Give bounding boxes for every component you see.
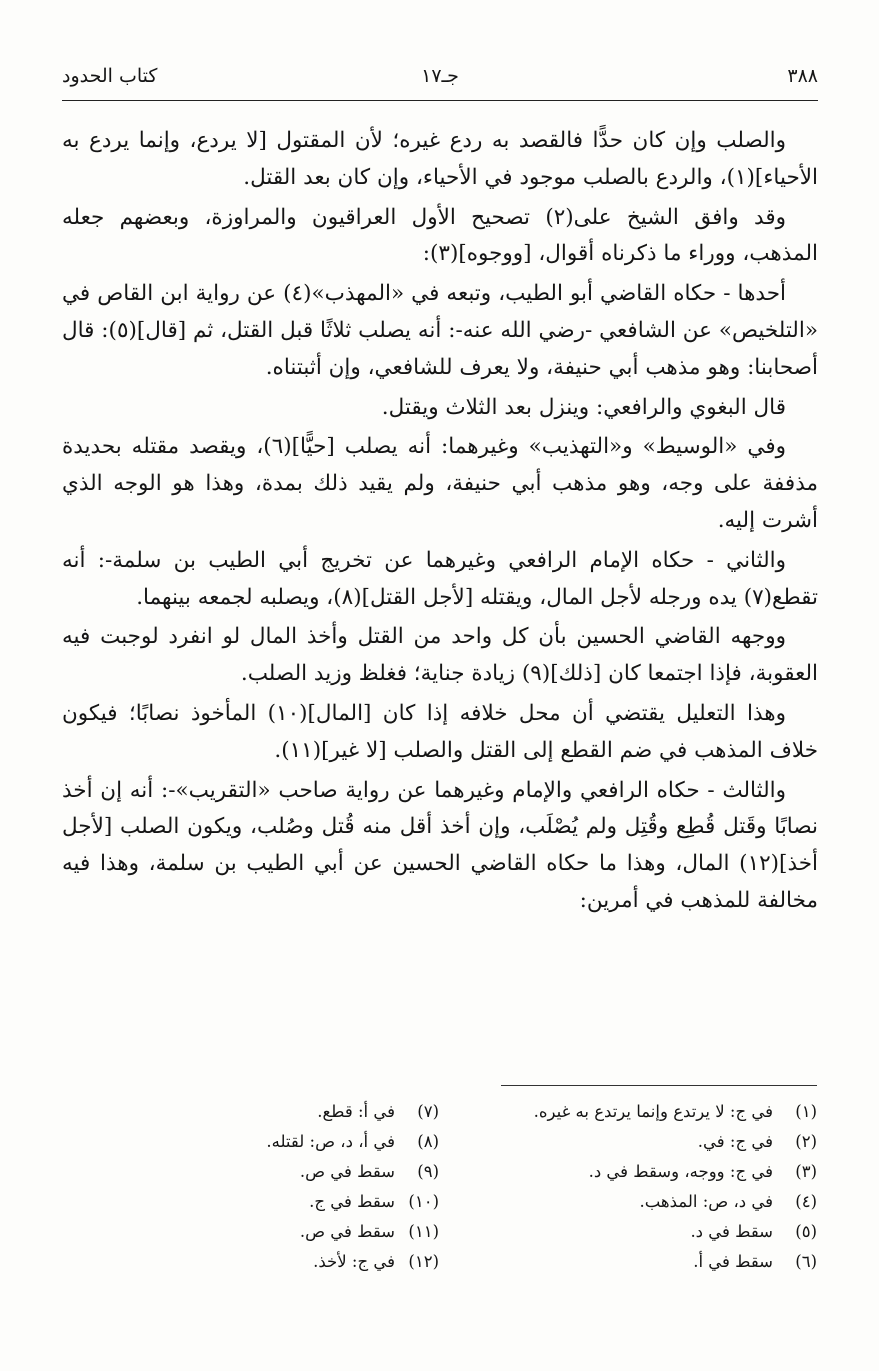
paragraph: وقد وافق الشيخ على(٢) تصحيح الأول العراقيون والمراوزة، وبعضهم جعله المذهب، ووراء ما ذكرناه أقوال، [ووجوه](٣): [62, 204, 818, 267]
paragraph: وفي «الوسيط» و«التهذيب» وغيرهما: أنه يصلب [حيًّا](٦)، ويقصد مقتله بحديدة مذففة على وجه، وهو مذهب أبي حنيفة، ولم يقيد ذلك بمدة، وهذا هو الوجه الذي أشرت إليه. [62, 434, 818, 533]
footnote [477, 1247, 817, 1277]
footnote-number: (٤) [795, 1192, 817, 1211]
footnote [99, 1187, 439, 1217]
paragraph: قال البغوي والرافعي: وينزل بعد الثلاث ويقتل. [381, 394, 786, 420]
footnote-text: سقط في د. [690, 1222, 773, 1241]
footnote-number: (٨) [417, 1132, 439, 1151]
paragraph: أحدها - حكاه القاضي أبو الطيب، وتبعه في «المهذب»(٤) عن رواية ابن القاص في «التلخيص» عن الشافعي -رضي الله عنه-: أنه يصلب ثلاثًا قبل القتل، ثم [قال](٥): قال أصحابنا: وهو مذهب أبي حنيفة، ولا يعرف للشافعي، وإن أثبتناه. [62, 281, 818, 380]
paragraph: وهذا التعليل يقتضي أن محل خلافه إذا كان [المال](١٠) المأخوذ نصابًا؛ فيكون خلاف المذهب في ضم القطع إلى القتل والصلب [لا غير](١١). [62, 700, 818, 763]
footnote [477, 1187, 817, 1217]
footnote [99, 1127, 439, 1157]
footnote-number: (٣) [795, 1162, 817, 1181]
footnote [99, 1217, 439, 1247]
footnote [99, 1247, 439, 1277]
footnote-text: في ج: ووجه، وسقط في د. [588, 1162, 773, 1181]
main-text [62, 123, 818, 923]
footnote-number: (٦) [795, 1252, 817, 1271]
volume-label: جـ١٧ [421, 65, 459, 87]
header-rule [62, 100, 818, 101]
footnote-number: (١) [795, 1102, 817, 1121]
paragraph: ووجهه القاضي الحسين بأن كل واحد من القتل وأخذ المال لو انفرد لوجبت فيه العقوبة، فإذا اجتمعا كان [ذلك](٩) زيادة جناية؛ فغلظ وزيد الصلب. [62, 624, 818, 687]
footnote-text: في د، ص: المذهب. [639, 1192, 773, 1211]
footnote-number: (٢) [795, 1132, 817, 1151]
footnote-number: (٥) [795, 1222, 817, 1241]
footnote [477, 1097, 817, 1127]
footnote-text: سقط في أ. [693, 1252, 773, 1271]
footnotes-right-column [477, 1097, 817, 1277]
footnote-text: سقط في ص. [299, 1162, 395, 1181]
footnote [477, 1157, 817, 1187]
footnote-number: (٧) [417, 1102, 439, 1121]
footnote-number: (١٢) [408, 1252, 439, 1271]
footnote [477, 1217, 817, 1247]
page-header [62, 62, 818, 96]
footnote-text: في أ: قطع. [317, 1102, 395, 1121]
footnote [99, 1097, 439, 1127]
footnote-text: في ج: لا يرتدع وإنما يرتدع به غيره. [533, 1102, 773, 1121]
footnote-text: في ج: في. [697, 1132, 773, 1151]
book-title: كتاب الحدود [62, 65, 158, 87]
footnote-text: سقط في ص. [299, 1222, 395, 1241]
footnotes-left-column [99, 1097, 439, 1277]
footnote-number: (١٠) [408, 1192, 439, 1211]
footnote-number: (٩) [417, 1162, 439, 1181]
footnote-text: في ج: لأخذ. [313, 1252, 395, 1271]
footnote-text: سقط في ج. [309, 1192, 395, 1211]
footnote [477, 1127, 817, 1157]
paragraph: والثاني - حكاه الإمام الرافعي وغيرهما عن تخريج أبي الطيب بن سلمة-: أنه تقطع(٧) يده ورجله لأجل المال، ويقتله [لأجل القتل](٨)، ويصلبه لجمعه بينهما. [62, 547, 818, 610]
paragraph: والثالث - حكاه الرافعي والإمام وغيرهما عن رواية صاحب «التقريب»-: أنه إن أخذ نصابًا وقَتل قُطِع وقُتِل ولم يُصْلَب، وإن أخذ أقل منه قُتل وصُلب، ويكون الصلب [لأجل أخذ](١٢) المال، وهذا ما حكاه القاضي الحسين عن أبي الطيب بن سلمة، وهذا فيه مخالفة للمذهب في أمرين: [62, 777, 818, 913]
page-number: ٣٨٨ [787, 65, 818, 87]
paragraph: والصلب وإن كان حدًّا فالقصد به ردع غيره؛ لأن المقتول [لا يردع، وإنما يردع به الأحياء](١)، والردع بالصلب موجود في الأحياء، وإن كان بعد القتل. [62, 128, 818, 190]
footnote-number: (١١) [408, 1222, 439, 1241]
footnote-rule [501, 1085, 817, 1086]
footnote [99, 1157, 439, 1187]
footnote-text: في أ، د، ص: لقتله. [266, 1132, 395, 1151]
